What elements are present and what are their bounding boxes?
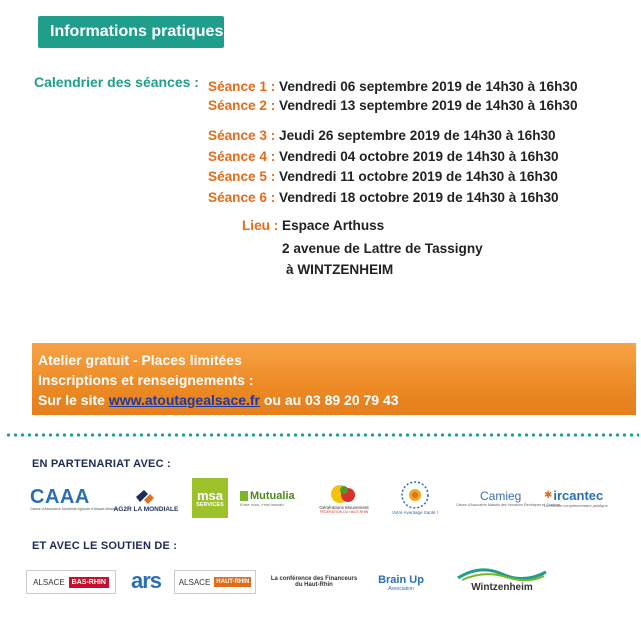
msa-logo [192,478,228,518]
haut-rhin-text: HAUT-RHIN [216,579,250,585]
brain-up-logo [370,568,432,598]
alsace-haut-rhin-logo [174,570,256,594]
calendar-label: Calendrier des séances : [34,74,199,90]
alsace-text: ALSACE [178,577,211,587]
banner-line-1: Atelier gratuit - Places limitées [38,352,242,368]
conference-line-1: La conférence des Financeurs [270,576,358,582]
brainup-text: Brain Up [378,574,424,586]
banner-line-2: Inscriptions et renseignements : [38,372,254,388]
conference-financeurs-logo [260,570,368,594]
session-label: Séance 2 : [208,98,276,113]
msa-subtitle: SERVICES [196,501,224,508]
ars-logo [124,566,168,596]
session-row [208,128,556,143]
session-text: Vendredi 18 octobre 2019 de 14h30 à 16h30 [279,190,559,205]
camieg-subtitle: Caisse d'Assurance Maladie des Industries Électriques et Gazières [456,503,560,507]
camieg-text: Camieg [480,489,522,503]
session-label: Séance 6 : [208,190,276,205]
session-label: Séance 5 : [208,169,276,184]
caaa-text: CAAA [30,486,90,508]
wintzenheim-text: Wintzenheim [471,581,533,593]
lieu-address: 2 avenue de Lattre de Tassigny [282,241,483,256]
session-row [208,149,559,164]
session-row [208,190,559,205]
ircantec-text: ircantec [553,488,604,503]
alsace-text: ALSACE [33,577,65,587]
wintzenheim-logo [452,558,552,598]
generations-mouvement-icon [330,483,358,505]
generations-mouvement-logo [314,476,374,520]
mutualia-text: Mutualia [250,489,295,502]
banner-site-prefix: Sur le site [38,392,109,408]
website-link[interactable]: www.atoutagealsace.fr [108,392,261,408]
brainup-subtitle: Association [388,586,414,592]
ircantec-logo [544,478,632,518]
msa-text: msa [196,487,224,503]
votre-avantage-sante-logo [382,474,448,520]
session-row [208,98,578,113]
ircantec-subtitle: La retraite complémentaire publique [544,503,608,508]
info-banner [32,343,636,415]
caaa-subtitle: Caisse d'Assurance Accidents Agricole d'Alsace-Moselle [30,507,118,511]
session-text: Vendredi 11 octobre 2019 de 14h30 à 16h30 [279,169,558,184]
session-text: Vendredi 04 octobre 2019 de 14h30 à 16h30 [279,149,559,164]
ag2r-logo [110,484,182,516]
mutualia-mark-icon [240,491,248,501]
generations-text: Générations Mouvement [319,504,369,510]
mutualia-logo [240,482,306,514]
generations-subtitle: FÉDÉRATION DU HAUT-RHIN [319,509,369,514]
session-label: Séance 1 : [208,79,276,94]
session-label: Séance 3 : [208,128,276,143]
dotted-divider [5,433,639,437]
banner-line-3 [38,390,636,410]
caaa-logo [30,482,118,516]
banner-phone: ou au 03 89 20 79 43 [260,392,399,408]
session-text: Jeudi 26 septembre 2019 de 14h30 à 16h30 [279,128,556,143]
alsace-bas-rhin-logo [26,570,116,594]
session-row [208,169,558,184]
ircantec-star-icon: ✱ [544,490,553,501]
mutualia-subtitle: Entre vous, c'est humain [240,501,284,507]
ag2r-text: AG2R LA MONDIALE [113,505,179,513]
session-row [208,79,578,94]
session-text: Vendredi 13 septembre 2019 de 14h30 à 16h30 [279,98,578,113]
session-text: Vendredi 06 septembre 2019 de 14h30 à 16h30 [279,79,578,94]
session-label: Séance 4 : [208,149,276,164]
bas-rhin-text: BAS-RHIN [69,577,109,588]
lieu-city: à WINTZENHEIM [286,262,394,277]
ag2r-icon [134,488,158,506]
ars-text: ars [130,568,162,593]
lieu-label: Lieu : [242,218,279,233]
votre-text: Votre Avantage Santé ! [392,509,438,515]
lieu-name: Espace Arthuss [282,218,385,233]
conference-line-2: du Haut-Rhin [295,582,333,588]
wintzenheim-wave-icon [456,564,548,582]
page-title: Informations pratiques [50,23,224,40]
support-title: ET AVEC LE SOUTIEN DE : [32,540,178,552]
sante-circle-icon [400,480,430,510]
camieg-logo [456,480,560,516]
header-tab [38,16,224,48]
partners-title: EN PARTENARIAT AVEC : [32,458,171,470]
